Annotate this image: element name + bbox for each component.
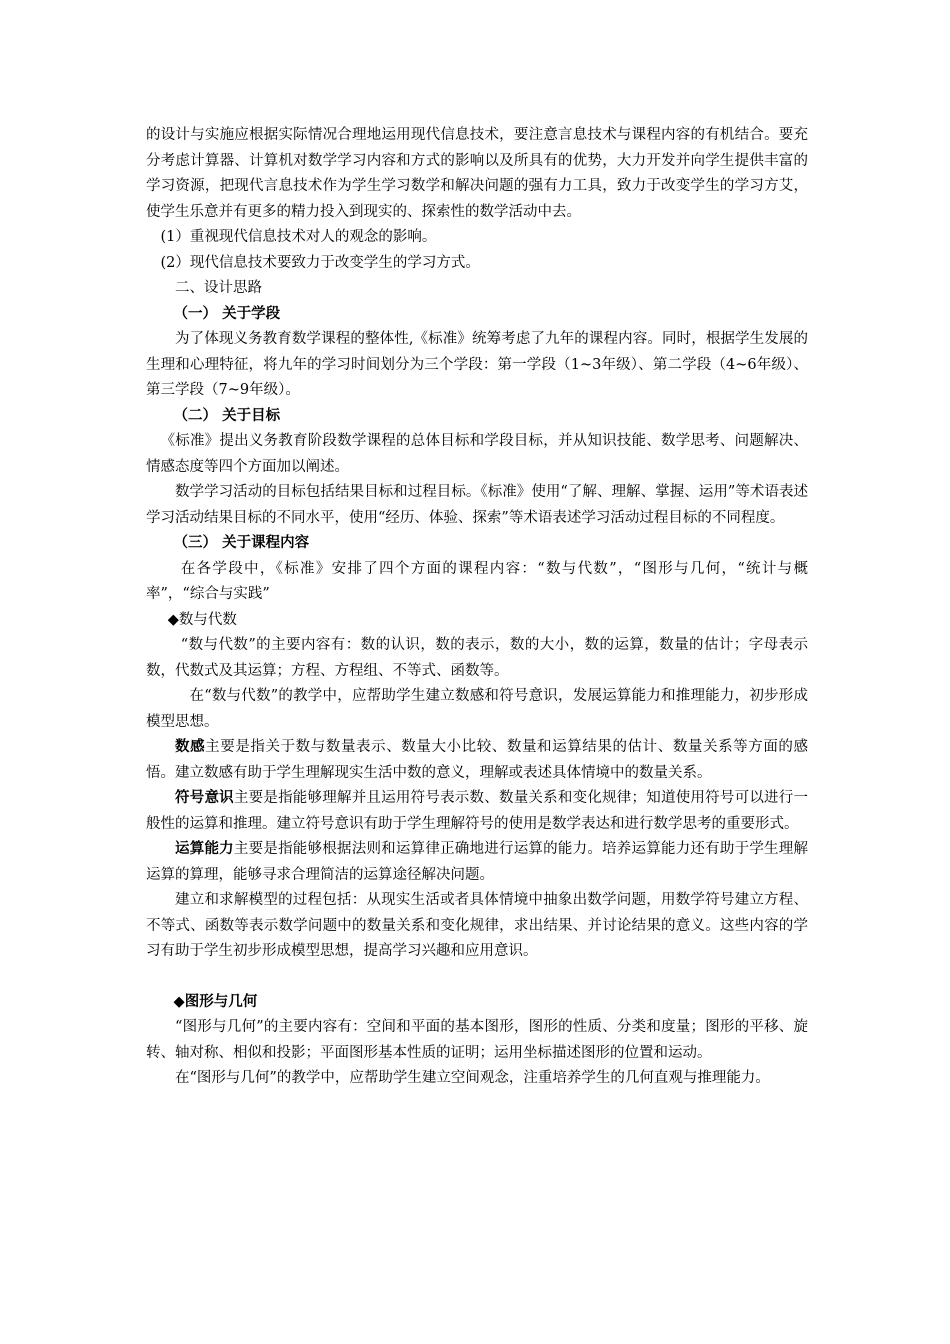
paragraph-symbol-sense	[146, 786, 808, 837]
paragraph-geometry-teaching: 在“图形与几何”的教学中，应帮助学生建立空间观念，注重培养学生的几何直观与推理能力。	[175, 1070, 770, 1086]
paragraph-goal-types: 数学学习活动的目标包括结果目标和过程目标。《标准》使用“了解、理解、掌握、运用”等术语表述学习活动结果目标的不同水平，使用“经历、体验、探索”等术语表述学习活动过程目标的不同程度。	[146, 484, 808, 526]
paragraph-number-algebra-teaching: 在“数与代数”的教学中，应帮助学生建立数感和符号意识，发展运算能力和推理能力，初步形成模型思想。	[146, 688, 808, 730]
computation-text: 主要是指能够根据法则和运算律正确地进行运算的能力。培养运算能力还有助于学生理解运算的算理，能够寻求合理简洁的运算途径解决问题。	[146, 841, 808, 883]
paragraph-number-algebra-content: “数与代数”的主要内容有：数的认识，数的表示，数的大小，数的运算，数量的估计；字母表示数，代数式及其运算；方程、方程组、不等式、函数等。	[146, 637, 808, 679]
term-number-sense: 数感	[175, 739, 206, 755]
paragraph-intro: 的设计与实施应根据实际情况合理地运用现代信息技术，要注意言息技术与课程内容的有机结合。要充分考虑计算器、计算机对数学学习内容和方式的影响以及所具有的优势，大力开发并向学生提供丰富的学习资源，把现代言息技术作为学生学习数学和解决问题的强有力工具，致力于改变学生的学习方艾，使学生乐意并有更多的精力投入到现实的、探索性的数学活动中去。	[146, 127, 808, 220]
section-title-design: 二、设计思路	[175, 280, 262, 296]
blank-line	[146, 965, 808, 990]
term-symbol-sense: 符号意识	[175, 790, 234, 806]
paragraph-geometry-content: “图形与几何”的主要内容有：空间和平面的基本图形，图形的性质、分类和度量；图形的平移、旋转、轴对称、相似和投影；平面图形基本性质的证明；运用坐标描述图形的位置和运动。	[146, 1019, 808, 1061]
number-sense-text: 主要是指关于数与数量表示、数量大小比较、数量和运算结果的估计、数量关系等方面的感悟。建立数感有助于学生理解现实生活中数的意义，理解或表述具体情境中的数量关系。	[146, 739, 808, 781]
paragraph-modeling: 建立和求解模型的过程包括：从现实生活或者具体情境中抽象出数学问题，用数学符号建立方程、不等式、函数等表示数学问题中的数量关系和变化规律，求出结果、并讨论结果的意义。这些内容的学习有助于学生初步形成模型思想，提高学习兴趣和应用意识。	[146, 892, 808, 959]
paragraph-content: 在各学段中，《标准》安排了四个方面的课程内容：“数与代数”，“图形与几何，“统计与概率”，“综合与实践”	[146, 560, 808, 602]
term-computation: 运算能力	[175, 841, 234, 857]
symbol-sense-text: 主要是指能够理解并且运用符号表示数、数量关系和变化规律；知道使用符号可以进行一般性的运算和推理。建立符号意识有助于学生理解符号的使用是数学表达和进行数学思考的重要形式。	[146, 790, 808, 832]
heading-stages: （一） 关于学段	[173, 305, 281, 322]
bullet-number-algebra: ◆数与代数	[167, 611, 237, 628]
heading-content: （三） 关于课程内容	[173, 535, 310, 551]
paragraph-goals: 《标准》提出义务教育阶段数学课程的总体目标和学段目标，并从知识技能、数学思考、问题解决、情感态度等四个方面加以阐述。	[146, 433, 808, 475]
document-page	[146, 123, 808, 1092]
paragraph-number-sense	[146, 735, 808, 786]
paragraph-stages: 为了体现义务教育数学课程的整体性,《标准》统筹考虑了九年的课程内容。同时，根据学生发展的生理和心理特征，将九年的学习时间划分为三个学段：第一学段（1~3年级）、第二学段（4~6年级）、第三学段（7~9年级）。	[146, 331, 808, 398]
paragraph-computation	[146, 837, 808, 888]
bullet-geometry: ◆图形与几何	[173, 993, 258, 1010]
list-item-1: (1）重视现代信息技术对人的观念的影响。	[160, 229, 437, 245]
heading-goals: （二） 关于目标	[173, 407, 281, 424]
list-item-2: (2）现代信息技术要致力于改变学生的学习方式。	[160, 254, 480, 271]
